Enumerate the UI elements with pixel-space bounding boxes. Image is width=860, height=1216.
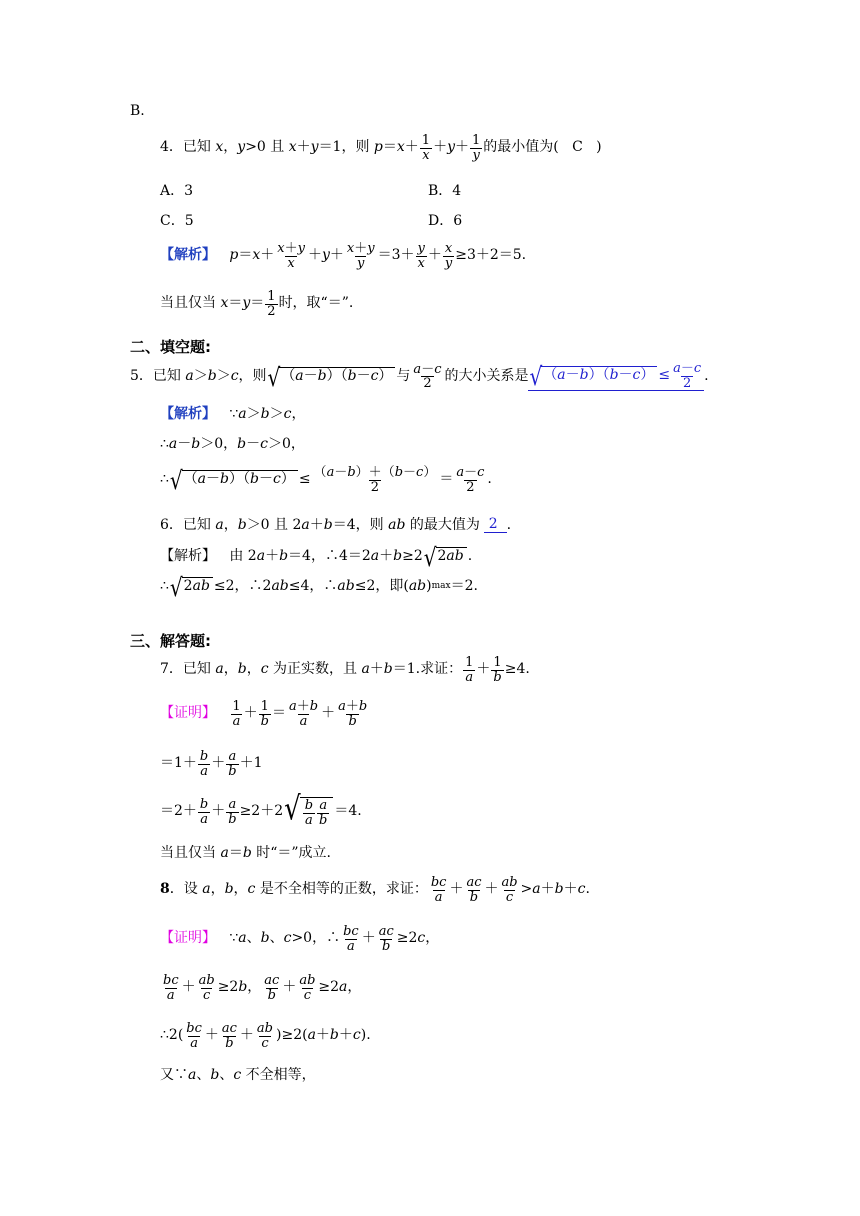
- analysis-tag: 【解析】: [160, 247, 216, 264]
- problem-7: 7．已知 a ， b ， c 为正实数，且 a ＋ b ＝1.求证： $\frac{1}{a}$ ＋ $\frac{1}{b}$ ≥4.: [160, 655, 530, 685]
- proof-8-line4: 又∵ a 、 b 、 c 不全相等，: [160, 1067, 316, 1083]
- proof-8-line3: ∴2( $\frac{bc}{a}$ ＋ $\frac{ac}{b}$ ＋ $\frac{ab}{c}$ )≥2( a ＋ b ＋ c ).: [160, 1021, 371, 1051]
- analysis-5-line2: ∴ a － b ＞0， b － c ＞0，: [160, 436, 305, 452]
- analysis-6-line2: ∴ √ 2ab ≤2，∴2 ab ≤4，∴ ab ≤2，即( ab ) max ＝2.: [160, 572, 478, 602]
- section-solve: 三、解答题:: [130, 632, 211, 650]
- solution-4: 【解析】 p ＝ x ＋ $\frac{x+y}{x}$ ＋ y ＋ $\frac{x+y}{y}$ ＝3＋ $\frac{y}{x}$ ＋ $\frac{x}{y}$ ≥3＋2＝5.: [160, 241, 527, 271]
- option-a: A．3: [160, 183, 194, 199]
- proof-tag: 【证明】: [160, 930, 216, 947]
- line-b: B.: [130, 103, 145, 119]
- analysis-6-line1: 【解析】 由 2 a ＋ b ＝4，∴4＝2 a ＋ b ≥2 √ 2ab .: [160, 542, 473, 572]
- proof-8-line1: 【证明】 ∵ a 、 b 、 c >0，∴ $\frac{bc}{a}$ ＋ $\frac{ac}{b}$ ≥2 c ，: [160, 924, 440, 954]
- section-fill-in: 二、填空题:: [130, 338, 211, 356]
- problem-6: 6．已知 a ， b ＞0 且 2 a ＋ b ＝4，则 ab 的最大值为 2 .: [160, 516, 512, 533]
- proof-7-line2: ＝1＋ $\frac{b}{a}$ ＋ $\frac{a}{b}$ ＋1: [160, 749, 263, 779]
- proof-8-line2: $\frac{bc}{a}$ ＋ $\frac{ab}{c}$ ≥2 b ， $\frac{ac}{b}$ ＋ $\frac{ab}{c}$ ≥2 a ，: [163, 973, 362, 1003]
- option-d: D．6: [428, 213, 463, 229]
- proof-7-line1: 【证明】 $\frac{1}{a}$ ＋ $\frac{1}{b}$ ＝ $\frac{a+b}{a}$ ＋ $\frac{a+b}{b}$: [160, 699, 368, 729]
- analysis-5-line3: ∴ √ （a－b）（b－c） ≤ $\frac{(a-b)+(b-c)}{2}$ ＝ $\frac{a-c}{2}$ .: [160, 465, 492, 496]
- analysis-tag: 【解析】: [160, 406, 216, 422]
- problem-4: 4．已知 x ， y >0 且 x ＋ y ＝1，则 p ＝ x ＋ $\frac{1}{x}$ ＋ y ＋ $\frac{1}{y}$ 的最小值为( C ): [160, 133, 602, 163]
- equality-condition: 当且仅当 x ＝ y ＝ $\frac{1}{2}$ 时，取“＝”.: [160, 289, 354, 319]
- proof-tag: 【证明】: [160, 705, 216, 722]
- option-c: C．5: [160, 213, 194, 229]
- analysis-5-line1: 【解析】 ∵ a ＞ b ＞ c ，: [160, 406, 306, 422]
- proof-7-line3: ＝2＋ $\frac{b}{a}$ ＋ $\frac{a}{b}$ ≥2＋2 √ $\frac{b}{a}$ $\frac{a}{b}$ ＝4.: [160, 790, 362, 829]
- problem-5: 5．已知 a ＞ b ＞ c ，则 √ （a－b）（b－c） 与 $\frac{a-c}{2}$ 的大小关系是 √ （a－b）（b－c） ≤ $\frac{a-c}{2}$ .: [130, 361, 709, 392]
- proof-7-conclusion: 当且仅当 a ＝ b 时“＝”成立.: [160, 845, 331, 861]
- problem-8: 8 ．设 a ， b ， c 是不全相等的正数，求证： $\frac{bc}{a}$ ＋ $\frac{ac}{b}$ ＋ $\frac{ab}{c}$ > a ＋ b ＋ c .: [160, 875, 590, 905]
- option-b: B．4: [428, 183, 462, 199]
